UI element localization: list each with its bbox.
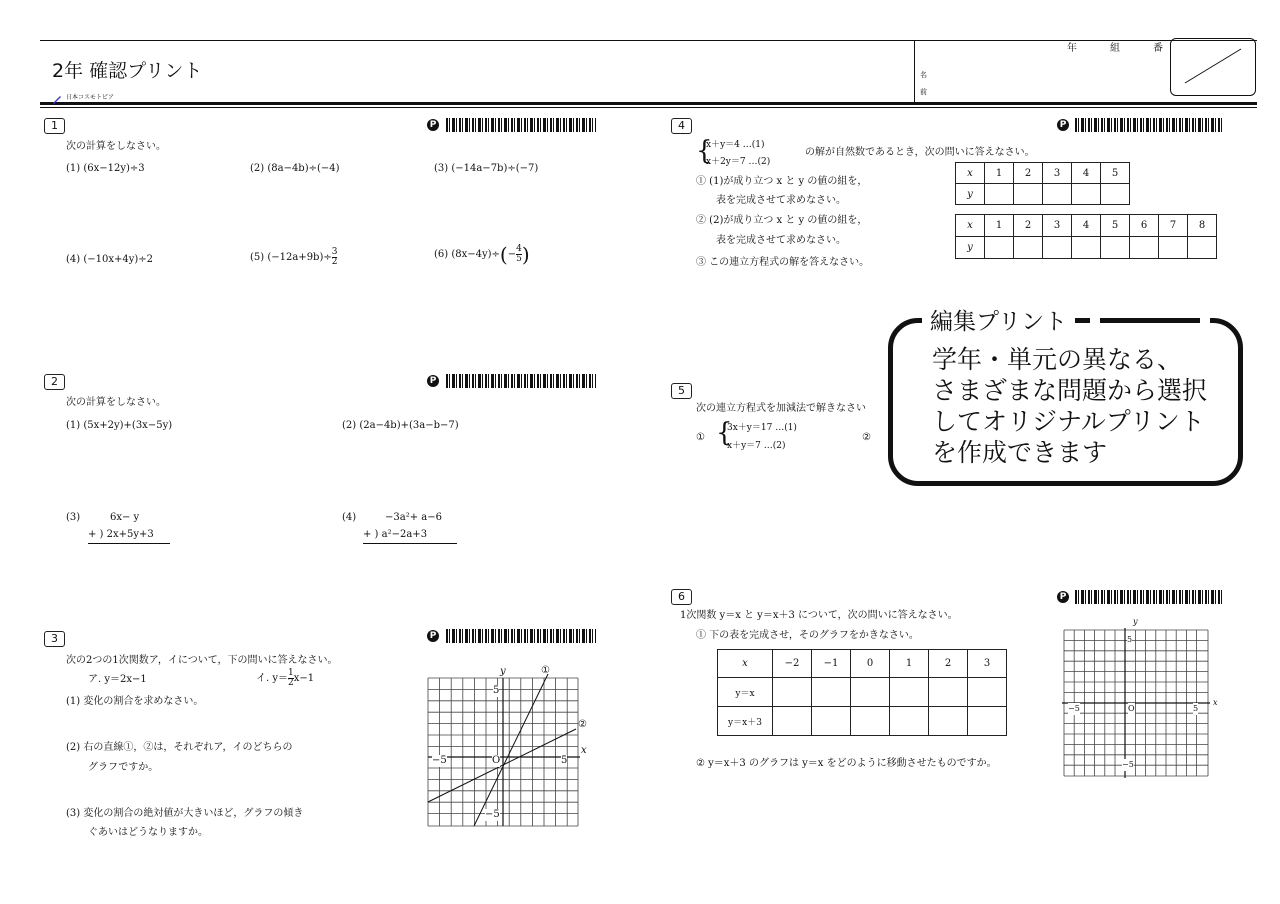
answer-cell[interactable]	[890, 678, 929, 707]
q3-function-b-pre: イ. y＝	[256, 673, 289, 684]
promo-callout-line-2: さまざまな問題から選択	[932, 376, 1208, 405]
promo-callout-line-4: を作成できます	[932, 438, 1108, 467]
q6-graph-top-5: 5	[1127, 635, 1133, 644]
answer-cell[interactable]	[1043, 184, 1072, 205]
pen-icon	[52, 89, 62, 99]
q1-problem-6: (6) (8x−4y)÷(− $\frac{4}{5}$ )	[434, 242, 530, 267]
q3-problem-3-line1: (3) 変化の割合の絶対値が大きいほど，グラフの傾き	[66, 808, 304, 819]
q3-function-b	[256, 669, 314, 688]
q1-problem-5-fraction	[332, 248, 338, 267]
q3-function-b-num: 1	[288, 668, 294, 678]
q1-problem-6-num: 4	[516, 244, 522, 254]
p-mark-icon: P	[427, 630, 439, 642]
q4-table-2	[955, 214, 1217, 259]
q5-problem-2-label: ②	[862, 432, 871, 443]
q1-problem-5-den: 2	[331, 257, 338, 267]
answer-cell[interactable]	[968, 707, 1007, 736]
answer-cell[interactable]	[1014, 237, 1043, 259]
q3-graph-right-5: 5	[561, 755, 568, 766]
answer-cell[interactable]	[890, 707, 929, 736]
q4-problem-2-line2: 表を完成させて求めなさい。	[716, 235, 846, 246]
q6-instruction: 1次関数 y＝x と y＝x＋3 について，次の問いに答えなさい。	[680, 610, 958, 621]
answer-cell[interactable]	[851, 678, 890, 707]
header-bottom-rule	[40, 102, 1257, 105]
q6-graph-left-m5: −5	[1068, 704, 1080, 713]
q2-problem-4-line1: −3a²+ a−6	[385, 512, 442, 523]
q3-problem-3-line2: ぐあいはどうなりますか。	[88, 827, 208, 838]
answer-cell[interactable]	[1014, 184, 1043, 205]
name-label-2: 前	[920, 88, 927, 96]
q3-function-b-den: 2	[288, 678, 294, 688]
q5-equation-1: 3x＋y＝17 …(1)	[727, 423, 797, 433]
q3-function-b-post: x−1	[293, 673, 315, 684]
q3-number: 3	[44, 631, 65, 647]
q3-graph-top-5: 5	[493, 685, 500, 696]
q2-problem-1: (1) (5x+2y)+(3x−5y)	[66, 420, 173, 431]
answer-cell[interactable]	[851, 707, 890, 736]
promo-callout-line-3: してオリジナルプリント	[932, 407, 1205, 436]
table-cell: x	[956, 215, 985, 237]
table-cell: 5	[1101, 215, 1130, 237]
q6-table	[717, 649, 1007, 736]
promo-callout-title: 編集プリント	[922, 303, 1075, 336]
score-box	[1170, 38, 1256, 96]
table-row	[956, 215, 1217, 237]
q3-graph-origin: O	[492, 755, 501, 766]
table-cell: 4	[1072, 215, 1101, 237]
number-label: 番	[1153, 43, 1163, 54]
barcode-q2	[446, 374, 596, 388]
publisher: 日本コスモトピア	[66, 94, 115, 101]
barcode-q3	[446, 629, 596, 643]
q1-problem-4: (4) (−10x+4y)÷2	[66, 254, 154, 265]
q3-function-a: ア. y＝2x−1	[88, 674, 147, 685]
q2-instruction: 次の計算をしなさい。	[66, 397, 166, 408]
name-label-1: 名	[920, 71, 927, 79]
q6-graph	[1060, 624, 1220, 780]
q2-number: 2	[44, 374, 65, 390]
q1-problem-1: (1) (6x−12y)÷3	[66, 163, 145, 174]
table-cell: 3	[1043, 163, 1072, 184]
q3-graph	[420, 664, 600, 828]
page-title: 2年 確認プリント	[52, 60, 203, 82]
class-label: 組	[1110, 43, 1120, 54]
q1-problem-5	[250, 248, 337, 267]
q1-problem-5-num: 3	[331, 247, 338, 257]
q3-graph-bottom-m5: −5	[485, 809, 500, 820]
table-cell: x	[956, 163, 985, 184]
header-name-divider	[914, 40, 915, 102]
q5-brace: {	[716, 418, 733, 448]
table-cell: 5	[1101, 163, 1130, 184]
header-bottom-rule-thin	[40, 107, 1257, 108]
table-cell: 1	[985, 163, 1014, 184]
grade-label: 年	[1067, 43, 1077, 54]
q2-problem-4-label: (4)	[342, 512, 357, 523]
q1-problem-6-den: 5	[516, 254, 522, 264]
table-cell: y＝x＋3	[718, 707, 773, 736]
barcode-q4	[1075, 118, 1224, 132]
q4-problem-1-line2: 表を完成させて求めなさい。	[716, 195, 846, 206]
q4-problem-3: ③ この連立方程式の解を答えなさい。	[696, 257, 870, 268]
table-row	[956, 237, 1217, 259]
q3-graph-svg	[420, 664, 600, 828]
answer-cell[interactable]	[1159, 237, 1188, 259]
table-cell: 6	[1130, 215, 1159, 237]
q1-number: 1	[44, 118, 65, 134]
q6-graph-svg	[1060, 624, 1220, 780]
p-mark-icon: P	[1057, 119, 1069, 131]
q1-problem-6-sign: −	[507, 249, 517, 260]
q4-equation-1: x＋y＝4 …(1)	[706, 140, 765, 150]
table-cell: y＝x	[718, 678, 773, 707]
table-row	[718, 707, 1007, 736]
answer-cell[interactable]	[968, 678, 1007, 707]
barcode-q1	[446, 118, 596, 132]
q1-instruction: 次の計算をしなさい。	[66, 141, 166, 152]
answer-cell[interactable]	[773, 707, 812, 736]
q2-problem-2: (2) (2a−4b)+(3a−b−7)	[342, 420, 459, 431]
q2-problem-4-line2: + ) a²−2a+3	[363, 529, 457, 544]
q3-graph-line-2-label: ②	[578, 719, 587, 730]
table-cell: 2	[1014, 163, 1043, 184]
q1-problem-5-expr: (5) (−12a+9b)÷	[250, 252, 332, 263]
header-top-rule	[40, 40, 1257, 41]
q6-problem-1: ① 下の表を完成させ，そのグラフをかきなさい。	[696, 630, 919, 641]
q2-problem-3-label: (3)	[66, 512, 81, 523]
q2-problem-3-line1: 6x− y	[110, 512, 140, 523]
answer-cell[interactable]	[1130, 237, 1159, 259]
q6-graph-right-5: 5	[1193, 704, 1199, 713]
q6-graph-origin: O	[1128, 704, 1135, 713]
promo-callout-title-rule-bar	[1100, 318, 1200, 323]
q3-graph-y-label: y	[500, 666, 506, 677]
q4-number: 4	[671, 118, 692, 134]
q1-problem-3: (3) (−14a−7b)÷(−7)	[434, 163, 539, 174]
answer-cell[interactable]	[1101, 237, 1130, 259]
q2-problem-3-line2: + ) 2x+5y+3	[88, 529, 170, 544]
q3-problem-2-line2: グラフですか。	[88, 762, 159, 773]
table-row	[718, 678, 1007, 707]
q6-graph-bottom-m5: −5	[1122, 760, 1134, 769]
q6-graph-x-label: x	[1213, 698, 1218, 707]
q6-problem-2: ② y＝x＋3 のグラフは y＝x をどのように移動させたものですか。	[696, 758, 997, 769]
q5-number: 5	[671, 383, 692, 399]
q4-equation-2: x＋2y＝7 …(2)	[706, 157, 771, 167]
q4-table-1	[955, 162, 1130, 205]
table-cell: −1	[812, 650, 851, 678]
q3-graph-line-1	[474, 674, 548, 826]
table-cell: 2	[1014, 215, 1043, 237]
q3-problem-2-line1: (2) 右の直線①，②は，それぞれア，イのどちらの	[66, 742, 293, 753]
table-cell: 1	[985, 215, 1014, 237]
table-row	[718, 650, 1007, 678]
table-cell: y	[956, 237, 985, 259]
answer-cell[interactable]	[985, 237, 1014, 259]
answer-cell[interactable]	[1188, 237, 1217, 259]
table-row	[956, 163, 1130, 184]
q1-problem-2: (2) (8a−4b)÷(−4)	[250, 163, 340, 174]
table-cell: 3	[968, 650, 1007, 678]
q4-problem-1-line1: ① (1)が成り立つ x と y の値の組を，	[696, 176, 868, 187]
table-cell: 4	[1072, 163, 1101, 184]
q6-number: 6	[671, 589, 692, 605]
promo-callout-line-1: 学年・単元の異なる、	[932, 345, 1183, 374]
q6-graph-y-label: y	[1133, 617, 1138, 626]
q3-graph-x-label: x	[581, 745, 587, 756]
q5-problem-1-label: ①	[696, 432, 705, 443]
table-cell: 2	[929, 650, 968, 678]
answer-cell[interactable]	[1043, 237, 1072, 259]
table-cell: 8	[1188, 215, 1217, 237]
q3-instruction: 次の2つの1次関数ア，イについて，下の問いに答えなさい。	[66, 655, 338, 666]
answer-cell[interactable]	[1072, 237, 1101, 259]
table-cell: −2	[773, 650, 812, 678]
table-cell: y	[956, 184, 985, 205]
answer-cell[interactable]	[929, 707, 968, 736]
answer-cell[interactable]	[929, 678, 968, 707]
answer-cell[interactable]	[1072, 184, 1101, 205]
p-mark-icon: P	[427, 119, 439, 131]
q5-instruction: 次の連立方程式を加減法で解きなさい	[696, 403, 866, 414]
table-row	[956, 184, 1130, 205]
answer-cell[interactable]	[812, 707, 851, 736]
q3-graph-left-m5: −5	[432, 755, 447, 766]
q4-instruction: の解が自然数であるとき，次の問いに答えなさい。	[805, 147, 1035, 158]
q4-problem-2-line1: ② (2)が成り立つ x と y の値の組を，	[696, 215, 868, 226]
p-mark-icon: P	[1057, 591, 1069, 603]
answer-cell[interactable]	[1101, 184, 1130, 205]
table-cell: x	[718, 650, 773, 678]
p-mark-icon: P	[427, 375, 439, 387]
q3-problem-1: (1) 変化の割合を求めなさい。	[66, 696, 204, 707]
table-cell: 1	[890, 650, 929, 678]
barcode-q6	[1075, 590, 1224, 604]
promo-callout-body	[932, 344, 1207, 468]
q5-equation-2: x＋y＝7 …(2)	[727, 441, 786, 451]
answer-cell[interactable]	[773, 678, 812, 707]
table-cell: 7	[1159, 215, 1188, 237]
q1-problem-6-expr: (6) (8x−4y)÷	[434, 249, 500, 260]
q3-graph-line-1-label: ①	[541, 665, 550, 676]
q4-brace: {	[696, 136, 713, 166]
table-cell: 3	[1043, 215, 1072, 237]
answer-cell[interactable]	[985, 184, 1014, 205]
answer-cell[interactable]	[812, 678, 851, 707]
table-cell: 0	[851, 650, 890, 678]
